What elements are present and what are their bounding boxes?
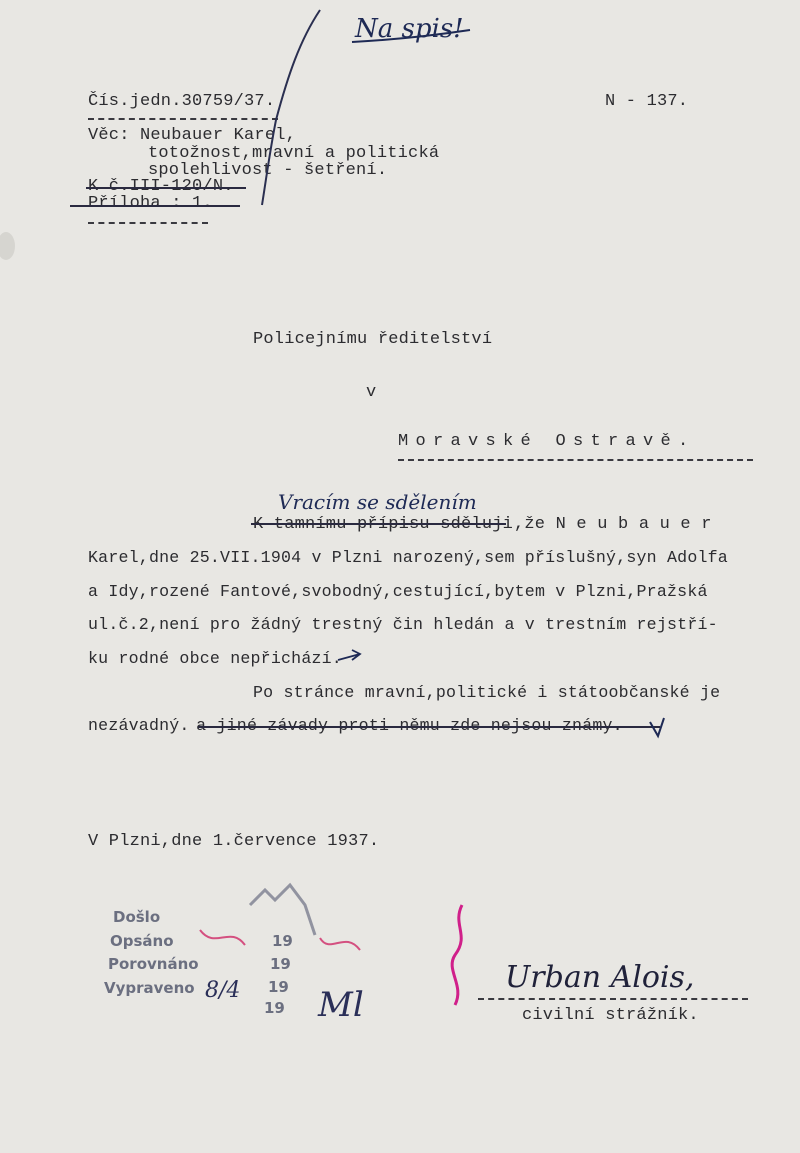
recipient-line-2: v bbox=[366, 383, 377, 402]
signature-handwritten: Urban Alois, bbox=[505, 960, 695, 995]
dateline: V Plzni,dne 1.července 1937. bbox=[88, 832, 380, 851]
subject-line-1: Věc: Neubauer Karel, bbox=[88, 126, 297, 145]
recipient-line-3: Moravské Ostravě. bbox=[398, 432, 696, 451]
stamp-year-3: 19 bbox=[268, 978, 289, 996]
body-line-1-rest: ,že N e u b a u e r bbox=[514, 515, 712, 534]
attachment-line: Příloha : 1. bbox=[88, 194, 213, 213]
body-line-4: ul.č.2,není pro žádný trestný čin hledán a v trestním rejstří- bbox=[88, 615, 718, 634]
stamp-row-compared: Porovnáno bbox=[108, 955, 199, 973]
body-line-1-struck: K tamnímu přípisu sděluji bbox=[253, 515, 514, 534]
file-number: Čís.jedn.30759/37. bbox=[88, 92, 276, 111]
body-para2-line-2: nezávadný. bbox=[88, 716, 190, 735]
stamp-sent-date: 8/4 bbox=[205, 978, 241, 1003]
signature-title: civilní strážník. bbox=[522, 1006, 699, 1025]
previous-reference: K č.III-120/N. bbox=[88, 177, 234, 196]
body-line-5: ku rodné obce nepřichází. bbox=[88, 649, 342, 668]
stamp-year-2: 19 bbox=[270, 955, 291, 973]
body-para2-line-1: Po stránce mravní,politické i státoobčanské je bbox=[253, 683, 721, 702]
body-line-3: a Idy,rozené Fantové,svobodný,cestující,bytem v Plzni,Pražská bbox=[88, 582, 708, 601]
stamp-row-dispatched: Vypraveno bbox=[104, 979, 195, 997]
body-para2-struck: a jiné závady proti němu zde nejsou známy. bbox=[186, 716, 623, 735]
stamp-year-1: 19 bbox=[272, 932, 293, 950]
handwritten-insert: Vracím se sdělením bbox=[278, 490, 477, 514]
stamp-row-copied: Opsáno bbox=[110, 932, 174, 950]
reference-number: N - 137. bbox=[605, 92, 689, 111]
stamp-row-received: Došlo bbox=[113, 908, 161, 926]
handwritten-annotation-top: Na spis! bbox=[355, 14, 464, 44]
recipient-line-1: Policejnímu ředitelství bbox=[253, 330, 493, 349]
stamp-initials: Ml bbox=[318, 985, 364, 1025]
subject-line-2: totožnost,mravní a politická bbox=[148, 144, 440, 163]
stamp-year-4: 19 bbox=[264, 999, 285, 1017]
subject-line-3: spolehlivost - šetření. bbox=[148, 161, 388, 180]
body-line-2: Karel,dne 25.VII.1904 v Plzni narozený,sem příslušný,syn Adolfa bbox=[88, 548, 728, 567]
